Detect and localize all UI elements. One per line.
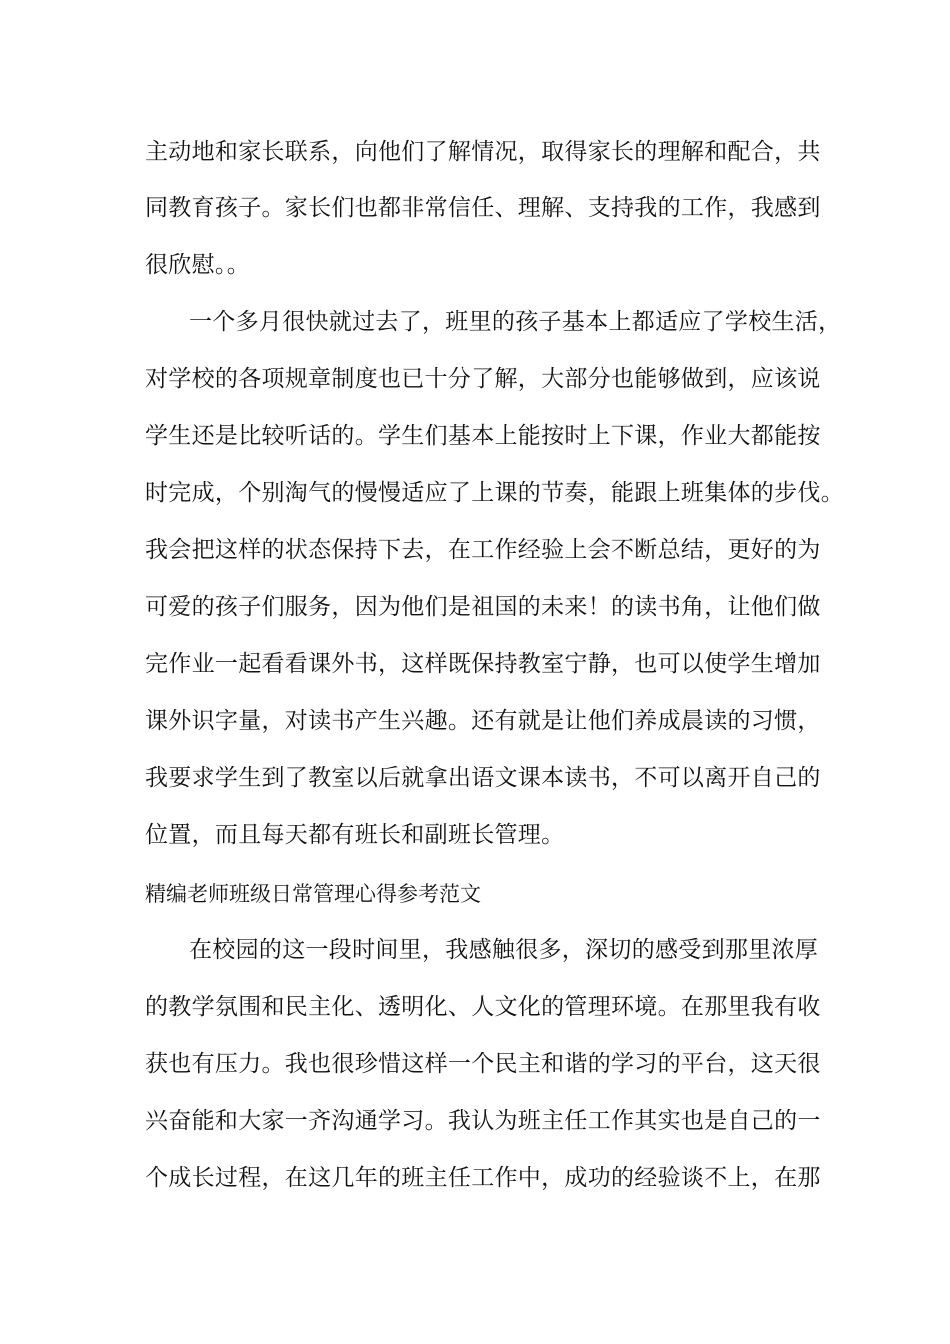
paragraph-2-line-6: 可爱的孩子们服务，因为他们是祖国的未来！的读书角，让他们做 bbox=[145, 594, 821, 620]
paragraph-2-line-5: 我会把这样的状态保持下去，在工作经验上会不断总结，更好的为 bbox=[145, 537, 821, 563]
paragraph-1-line-2: 同教育孩子。家长们也都非常信任、理解、支持我的工作，我感到 bbox=[145, 195, 821, 221]
paragraph-3-line-5: 个成长过程，在这几年的班主任工作中，成功的经验谈不上，在那 bbox=[145, 1165, 821, 1191]
paragraph-3-line-3: 获也有压力。我也很珍惜这样一个民主和谐的学习的平台，这天很 bbox=[145, 1051, 821, 1077]
paragraph-2-line-10: 位置，而且每天都有班长和副班长管理。 bbox=[145, 822, 565, 848]
paragraph-2-line-9: 我要求学生到了教室以后就拿出语文课本读书，不可以离开自己的 bbox=[145, 765, 821, 791]
section-heading: 精编老师班级日常管理心得参考范文 bbox=[145, 882, 481, 906]
paragraph-2-line-4: 时完成，个别淘气的慢慢适应了上课的节奏，能跟上班集体的步伐。 bbox=[145, 480, 844, 506]
paragraph-2-line-3: 学生还是比较听话的。学生们基本上能按时上下课，作业大都能按 bbox=[145, 423, 821, 449]
paragraph-2-line-2: 对学校的各项规章制度也已十分了解，大部分也能够做到，应该说 bbox=[145, 366, 821, 392]
paragraph-2-line-1: 一个多月很快就过去了，班里的孩子基本上都适应了学校生活， bbox=[189, 309, 842, 335]
paragraph-3-line-2: 的教学氛围和民主化、透明化、人文化的管理环境。在那里我有收 bbox=[145, 994, 821, 1020]
paragraph-3-line-1: 在校园的这一段时间里，我感触很多，深切的感受到那里浓厚 bbox=[189, 937, 819, 963]
paragraph-1-line-3: 很欣慰。。 bbox=[145, 252, 250, 278]
paragraph-2-line-8: 课外识字量，对读书产生兴趣。还有就是让他们养成晨读的习惯， bbox=[145, 708, 821, 734]
paragraph-3-line-4: 兴奋能和大家一齐沟通学习。我认为班主任工作其实也是自己的一 bbox=[145, 1108, 821, 1134]
paragraph-1-line-1: 主动地和家长联系，向他们了解情况，取得家长的理解和配合，共 bbox=[145, 139, 821, 165]
paragraph-2-line-7: 完作业一起看看课外书，这样既保持教室宁静，也可以使学生增加 bbox=[145, 651, 821, 677]
